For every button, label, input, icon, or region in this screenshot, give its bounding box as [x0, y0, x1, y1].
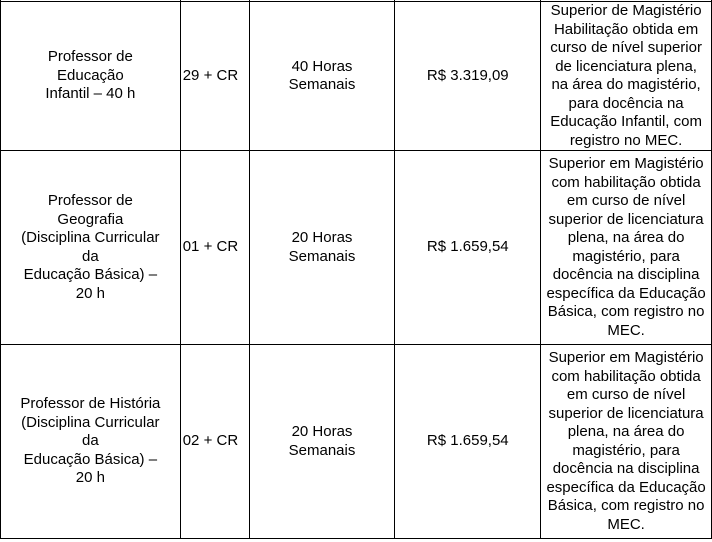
- requirements-cell: Superior em Magistério com habilitação obtida em curso de nível superior de licenciatura plena, na área do magistério, para docência na disciplina específica da Educação Básica, com registro no MEC.: [541, 151, 712, 345]
- salary-cell: R$ 1.659,54: [395, 345, 541, 539]
- position-cell: Professor de Geografia (Disciplina Curricular da Educação Básica) – 20 h: [1, 151, 181, 345]
- position-cell: Professor de História (Disciplina Curricular da Educação Básica) – 20 h: [1, 345, 181, 539]
- workload-cell: 20 Horas Semanais: [249, 345, 395, 539]
- vacancies-cell: 02 + CR: [180, 345, 249, 539]
- vacancies-cell: 29 + CR: [180, 2, 249, 151]
- requirements-cell: Superior de Magistério Habilitação obtida em curso de nível superior de licenciatura plena, na área do magistério, para docência na Educação Infantil, com registro no MEC.: [541, 2, 712, 151]
- table-row: [1, 345, 712, 539]
- requirements-cell: Superior em Magistério com habilitação obtida em curso de nível superior de licenciatura plena, na área do magistério, para docência na disciplina específica da Educação Básica, com registro no MEC.: [541, 345, 712, 539]
- vacancies-cell: 01 + CR: [180, 151, 249, 345]
- salary-cell: R$ 3.319,09: [395, 2, 541, 151]
- workload-cell: 20 Horas Semanais: [249, 151, 395, 345]
- position-cell: Professor de Educação Infantil – 40 h: [1, 2, 181, 151]
- table-row: [1, 2, 712, 151]
- salary-cell: R$ 1.659,54: [395, 151, 541, 345]
- table-row: [1, 151, 712, 345]
- workload-cell: 40 Horas Semanais: [249, 2, 395, 151]
